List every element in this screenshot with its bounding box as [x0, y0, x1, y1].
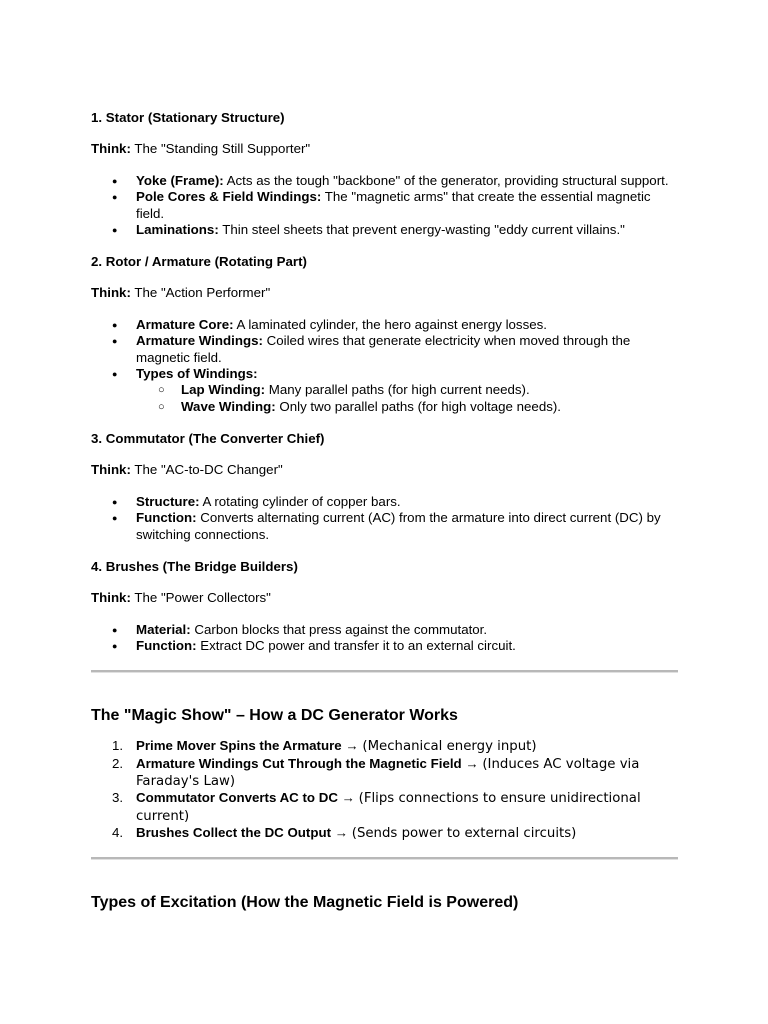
step-description: (Flips connections to ensure unidirectional current): [136, 791, 641, 824]
section-heading: Types of Excitation (How the Magnetic Field is Powered): [91, 894, 519, 912]
numbered-list: [91, 738, 681, 842]
horizontal-divider: [91, 670, 678, 673]
list-item: [91, 366, 681, 415]
bullet-list: [91, 622, 681, 655]
item-label: Structure:: [136, 493, 200, 509]
step-label: Brushes Collect the DC Output: [136, 824, 332, 840]
list-item: [91, 638, 681, 654]
item-label: Function:: [136, 510, 197, 526]
section-brushes: [91, 559, 681, 655]
item-text: A laminated cylinder, the hero against energy losses.: [236, 317, 547, 333]
think-label: Think:: [91, 589, 131, 605]
item-text: Coiled wires that generate electricity when moved through the magnetic field.: [136, 333, 631, 365]
list-item: [91, 173, 681, 189]
arrow-icon: →: [334, 824, 349, 840]
step-label: Commutator Converts AC to DC: [136, 790, 338, 806]
item-label: Yoke (Frame):: [136, 173, 224, 188]
sub-list: [136, 382, 681, 415]
list-item: [91, 189, 681, 222]
sub-list-item: [136, 382, 681, 398]
step-description: (Mechanical energy input): [362, 739, 537, 755]
think-text: The "Power Collectors": [134, 589, 271, 605]
think-text: The "Standing Still Supporter": [134, 141, 311, 156]
arrow-icon: →: [345, 738, 359, 754]
list-item: [91, 317, 681, 333]
think-line: [91, 285, 681, 301]
think-label: Think:: [91, 461, 131, 477]
horizontal-divider: [91, 857, 678, 860]
think-line: [91, 462, 681, 478]
item-label: Wave Winding:: [181, 398, 276, 414]
step-label: Prime Mover Spins the Armature: [136, 738, 342, 754]
section-title: 4. Brushes (The Bridge Builders): [91, 558, 298, 574]
document-page: [91, 110, 681, 913]
item-text: Thin steel sheets that prevent energy-wasting "eddy current villains.": [222, 221, 625, 237]
think-label: Think:: [91, 141, 131, 156]
step-number: 4.: [112, 824, 124, 840]
item-label: Pole Cores & Field Windings:: [136, 189, 322, 205]
think-line: [91, 141, 681, 157]
item-label: Laminations:: [136, 221, 219, 237]
section-heading: The "Magic Show" – How a DC Generator Works: [91, 707, 458, 725]
arrow-icon: →: [465, 755, 479, 771]
section-rotor: [91, 254, 681, 415]
think-line: [91, 590, 681, 606]
sub-list-item: [136, 399, 681, 415]
item-label: Material:: [136, 621, 191, 637]
bullet-list: [91, 317, 681, 415]
step-description: (Induces AC voltage via Faraday's Law): [136, 756, 640, 790]
item-label: Armature Windings:: [136, 333, 263, 349]
section-title: 3. Commutator (The Converter Chief): [91, 430, 325, 446]
step-number: 1.: [112, 738, 124, 754]
list-item: [91, 510, 681, 543]
list-item: [91, 622, 681, 638]
section-stator: [91, 110, 681, 238]
think-text: The "Action Performer": [134, 285, 271, 301]
step-number: 2.: [112, 755, 124, 771]
think-text: The "AC-to-DC Changer": [134, 461, 283, 477]
item-text: Carbon blocks that press against the commutator.: [194, 621, 488, 637]
step-label: Armature Windings Cut Through the Magnetic Field: [136, 755, 462, 771]
item-text: Converts alternating current (AC) from the armature into direct current (DC) by switching connections.: [136, 510, 661, 542]
item-text: Extract DC power and transfer it to an external circuit.: [200, 638, 516, 654]
item-text: Only two parallel paths (for high voltage needs).: [279, 398, 561, 414]
item-label: Lap Winding:: [181, 382, 266, 398]
step-description: (Sends power to external circuits): [351, 825, 577, 841]
bullet-list: [91, 173, 681, 238]
list-item: [91, 825, 681, 842]
item-text: Acts as the tough "backbone" of the generator, providing structural support.: [226, 173, 669, 188]
section-title: 1. Stator (Stationary Structure): [91, 110, 285, 125]
item-label: Armature Core:: [136, 317, 234, 333]
item-label: Function:: [136, 638, 197, 654]
list-item: [91, 333, 681, 366]
bullet-list: [91, 494, 681, 543]
section-commutator: [91, 431, 681, 543]
item-text: The "magnetic arms" that create the essential magnetic field.: [136, 189, 651, 221]
section-magic-show: [91, 706, 681, 842]
list-item: [91, 494, 681, 510]
arrow-icon: →: [341, 790, 355, 806]
list-item: [91, 222, 681, 238]
list-item: [91, 790, 681, 825]
item-text: Many parallel paths (for high current needs).: [268, 382, 530, 398]
section-excitation: [91, 893, 681, 913]
list-item: [91, 756, 681, 791]
section-title: 2. Rotor / Armature (Rotating Part): [91, 254, 307, 270]
list-item: [91, 738, 681, 755]
step-number: 3.: [112, 790, 124, 806]
item-label: Types of Windings:: [136, 366, 258, 382]
item-text: A rotating cylinder of copper bars.: [202, 493, 401, 509]
think-label: Think:: [91, 285, 131, 301]
